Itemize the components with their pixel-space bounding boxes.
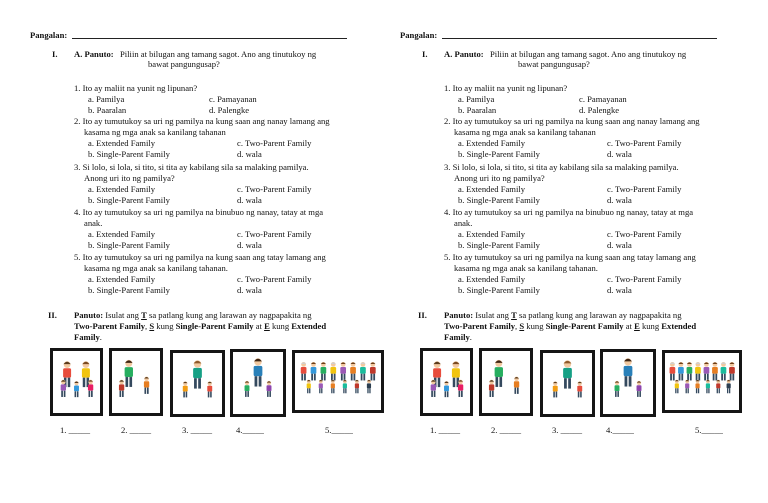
family-picture-1	[420, 348, 473, 416]
family-illustration	[665, 353, 739, 410]
extended-term: Extended	[291, 321, 327, 331]
choice-b[interactable]: b. Single-Parent Family	[458, 240, 540, 250]
family-picture-3	[540, 350, 595, 417]
part2-panuto-label: Panuto:	[74, 310, 104, 320]
family-illustration	[173, 353, 222, 414]
part2-panuto-line3	[74, 332, 102, 342]
answer-blank-5[interactable]: 5._____	[695, 425, 723, 435]
letter-t: T	[511, 310, 517, 320]
choice-d[interactable]: d. wala	[607, 240, 632, 250]
family-picture-5	[662, 350, 742, 413]
choice-b[interactable]: b. Single-Parent Family	[88, 149, 170, 159]
answer-blank-2[interactable]: 2. _____	[121, 425, 152, 435]
question-3: 3. Si lolo, si lola, si tito, si tita ay kabilang sila sa malaking pamilya.	[444, 162, 679, 172]
question-3: 3. Si lolo, si lola, si tito, si tita ay kabilang sila sa malaking pamilya.	[74, 162, 309, 172]
comma: ,	[145, 321, 148, 331]
choice-a[interactable]: a. Extended Family	[88, 184, 156, 194]
choice-d[interactable]: d. wala	[607, 149, 632, 159]
pangalan-label: Pangalan:	[400, 30, 438, 40]
choice-a[interactable]: a. Extended Family	[458, 138, 526, 148]
family-illustration	[295, 353, 381, 410]
part1-panuto-label: A. Panuto:	[74, 49, 114, 59]
part2-text-rest: sa patlang kung ang larawan ay nagpapakita ng	[149, 310, 312, 320]
choice-b[interactable]: b. Single-Parent Family	[458, 149, 540, 159]
kung-word: kung	[156, 321, 174, 331]
choice-b[interactable]: b. Single-Parent Family	[88, 195, 170, 205]
name-input-line[interactable]	[442, 38, 717, 39]
part2-text: Isulat ang	[105, 310, 139, 320]
choice-d[interactable]: d. wala	[237, 285, 262, 295]
choice-c[interactable]: c. Two-Parent Family	[607, 274, 682, 284]
part2-text-rest: sa patlang kung ang larawan ay nagpapakita ng	[519, 310, 682, 320]
part2-numeral: II.	[48, 310, 57, 320]
choice-c[interactable]: c. Two-Parent Family	[237, 184, 312, 194]
choice-c[interactable]: c. Two-Parent Family	[607, 184, 682, 194]
choice-d[interactable]: d. wala	[607, 195, 632, 205]
family-picture-2	[109, 348, 163, 416]
question-5: 5. Ito ay tumutukoy sa uri ng pamilya na kung saan ang tatay lamang ang	[74, 252, 326, 262]
choice-a[interactable]: a. Extended Family	[458, 184, 526, 194]
part1-panuto-label: A. Panuto:	[444, 49, 484, 59]
choice-d[interactable]: d. Palengke	[579, 105, 620, 115]
part1-panuto-text-2: bawat pangungusap?	[148, 59, 220, 69]
comma: ,	[515, 321, 518, 331]
letter-s: S	[519, 321, 525, 331]
choice-c[interactable]: c. Two-Parent Family	[237, 138, 312, 148]
worksheet-right	[370, 0, 754, 503]
answer-blank-3[interactable]: 3. _____	[552, 425, 583, 435]
period: .	[469, 332, 472, 342]
part2-panuto-line3	[444, 332, 472, 342]
answer-blank-3[interactable]: 3. _____	[182, 425, 213, 435]
answer-blank-4[interactable]: 4._____	[236, 425, 264, 435]
family-picture-4	[600, 349, 656, 417]
letter-t: T	[141, 310, 147, 320]
question-4-cont: anak.	[84, 218, 103, 228]
kung-word: kung	[526, 321, 544, 331]
choice-b[interactable]: b. Single-Parent Family	[88, 240, 170, 250]
family-picture-4	[230, 349, 286, 417]
part2-panuto-label: Panuto:	[444, 310, 474, 320]
choice-d[interactable]: d. wala	[237, 149, 262, 159]
choice-a[interactable]: a. Extended Family	[88, 138, 156, 148]
name-input-line[interactable]	[72, 38, 347, 39]
part2-panuto-line2	[74, 321, 326, 331]
single-parent-term: Single-Parent Family	[175, 321, 254, 331]
at-word: at	[625, 321, 632, 331]
answer-blank-1[interactable]: 1. _____	[430, 425, 461, 435]
question-5-cont: kasama ng mga anak sa kanilang tahanan.	[454, 263, 598, 273]
choice-b[interactable]: b. Single-Parent Family	[88, 285, 170, 295]
question-2-cont: kasama ng mga anak sa kanilang tahanan	[454, 127, 596, 137]
answer-blank-1[interactable]: 1. _____	[60, 425, 91, 435]
family-illustration	[482, 351, 530, 413]
part1-panuto-text: Piliin at bilugan ang tamang sagot. Ano ang tinutukoy ng	[120, 49, 317, 59]
family-picture-3	[170, 350, 225, 417]
part2-panuto-line2	[444, 321, 696, 331]
choice-c[interactable]: c. Two-Parent Family	[237, 274, 312, 284]
part2-panuto-line1	[444, 310, 682, 320]
family-illustration	[543, 353, 592, 414]
part1-numeral: I.	[52, 49, 58, 59]
family-picture-2	[479, 348, 533, 416]
question-2: 2. Ito ay tumutukoy sa uri ng pamilya na kung saan ang nanay lamang ang	[74, 116, 330, 126]
answer-blank-2[interactable]: 2. _____	[491, 425, 522, 435]
question-4-cont: anak.	[454, 218, 473, 228]
choice-a[interactable]: a. Extended Family	[458, 274, 526, 284]
answer-blank-4[interactable]: 4._____	[606, 425, 634, 435]
choice-d[interactable]: d. wala	[237, 240, 262, 250]
family-word: Family	[74, 332, 100, 342]
extended-term: Extended	[661, 321, 697, 331]
question-4: 4. Ito ay tumutukoy sa uri ng pamilya na binubuo ng nanay, tatay at mga	[444, 207, 694, 217]
family-illustration	[233, 352, 283, 414]
choice-c[interactable]: c. Two-Parent Family	[237, 229, 312, 239]
question-2-cont: kasama ng mga anak sa kanilang tahanan	[84, 127, 226, 137]
question-1: 1. Ito ay maliit na yunit ng lipunan?	[74, 83, 198, 93]
question-5: 5. Ito ay tumutukoy sa uri ng pamilya na kung saan ang tatay lamang ang	[444, 252, 696, 262]
question-1: 1. Ito ay maliit na yunit ng lipunan?	[444, 83, 568, 93]
question-3-cont: Anong uri ito ng pamilya?	[84, 173, 175, 183]
choice-a[interactable]: a. Extended Family	[88, 229, 156, 239]
family-picture-1	[50, 348, 103, 416]
choice-b[interactable]: b. Single-Parent Family	[458, 285, 540, 295]
choice-d[interactable]: d. Palengke	[209, 105, 250, 115]
choice-c[interactable]: c. Pamayanan	[579, 94, 627, 104]
part2-numeral: II.	[418, 310, 427, 320]
two-parent-term: Two-Parent Family	[444, 321, 516, 331]
family-word: Family	[444, 332, 470, 342]
single-parent-term: Single-Parent Family	[545, 321, 624, 331]
family-illustration	[603, 352, 653, 414]
letter-e: E	[264, 321, 270, 331]
at-word: at	[255, 321, 262, 331]
question-4: 4. Ito ay tumutukoy sa uri ng pamilya na binubuo ng nanay, tatay at mga	[74, 207, 324, 217]
choice-a[interactable]: a. Extended Family	[88, 274, 156, 284]
pangalan-label: Pangalan:	[30, 30, 68, 40]
choice-d[interactable]: d. wala	[607, 285, 632, 295]
choice-b[interactable]: b. Single-Parent Family	[458, 195, 540, 205]
answer-blank-5[interactable]: 5._____	[325, 425, 353, 435]
two-parent-term: Two-Parent Family	[74, 321, 146, 331]
choice-b[interactable]: b. Paaralan	[458, 105, 497, 115]
family-illustration	[53, 351, 100, 413]
part2-panuto-line1	[74, 310, 312, 320]
choice-c[interactable]: c. Pamayanan	[209, 94, 257, 104]
letter-e: E	[634, 321, 640, 331]
choice-c[interactable]: c. Two-Parent Family	[607, 138, 682, 148]
letter-s: S	[149, 321, 155, 331]
period: .	[99, 332, 102, 342]
family-illustration	[112, 351, 160, 413]
part2-text: Isulat ang	[475, 310, 509, 320]
part1-panuto-text-2: bawat pangungusap?	[518, 59, 590, 69]
kung-word-2: kung	[641, 321, 660, 331]
question-2: 2. Ito ay tumutukoy sa uri ng pamilya na kung saan ang nanay lamang ang	[444, 116, 700, 126]
choice-d[interactable]: d. wala	[237, 195, 262, 205]
choice-a[interactable]: a. Pamilya	[88, 94, 125, 104]
choice-a[interactable]: a. Extended Family	[458, 229, 526, 239]
question-3-cont: Anong uri ito ng pamilya?	[454, 173, 545, 183]
choice-c[interactable]: c. Two-Parent Family	[607, 229, 682, 239]
part1-panuto-text: Piliin at bilugan ang tamang sagot. Ano ang tinutukoy ng	[490, 49, 687, 59]
question-5-cont: kasama ng mga anak sa kanilang tahanan.	[84, 263, 228, 273]
choice-b[interactable]: b. Paaralan	[88, 105, 127, 115]
family-illustration	[423, 351, 470, 413]
kung-word-2: kung	[271, 321, 290, 331]
part1-numeral: I.	[422, 49, 428, 59]
choice-a[interactable]: a. Pamilya	[458, 94, 495, 104]
